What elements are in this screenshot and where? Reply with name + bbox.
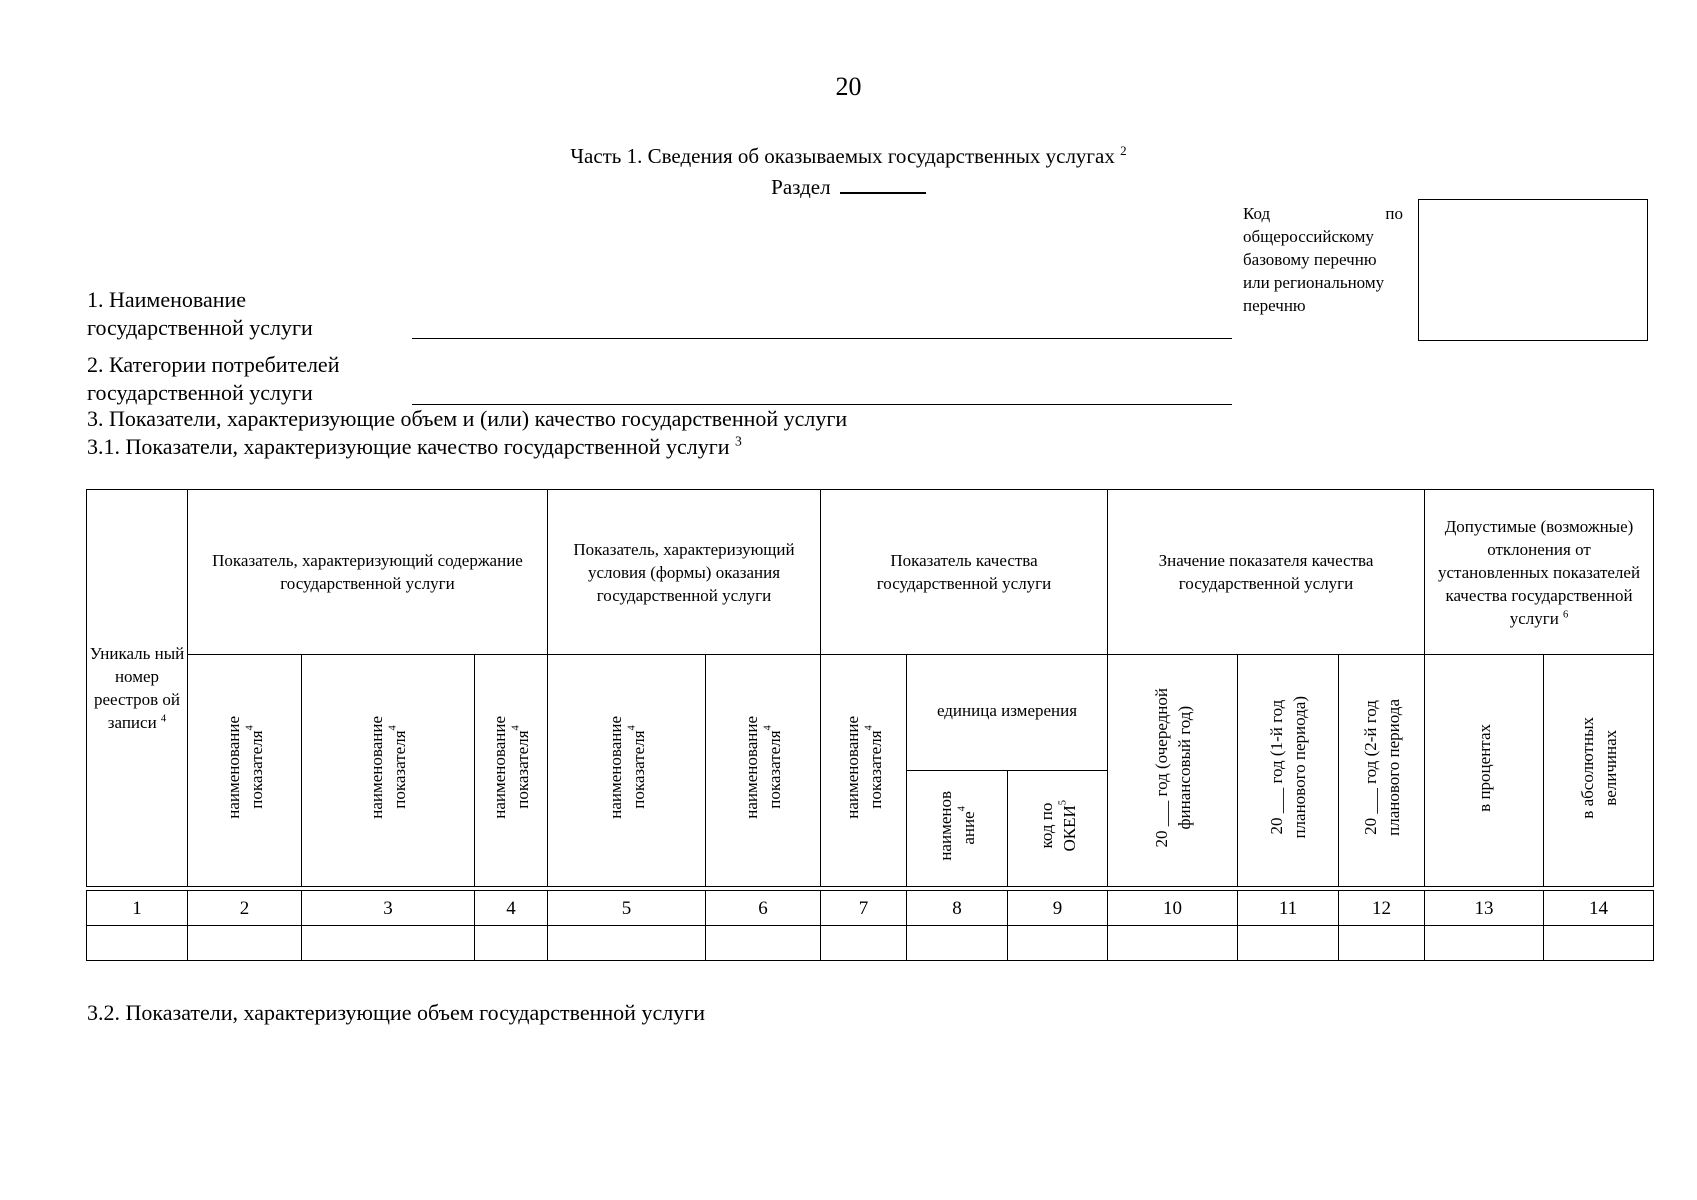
header-deviation-group xyxy=(1425,490,1654,655)
indicator-name-footnote: 4 xyxy=(243,725,255,731)
header-quality-group: Показатель качества государственной услуги xyxy=(821,490,1108,655)
indicator-name-line1: наименование xyxy=(742,716,761,819)
part-title-footnote: 2 xyxy=(1120,143,1127,158)
column-number: 12 xyxy=(1339,891,1425,926)
year-second-line1: 20 ___ год (2-й год xyxy=(1360,700,1380,835)
consumer-categories-label xyxy=(87,351,339,407)
data-cell[interactable] xyxy=(475,926,548,961)
indicator-name-line2: показателя xyxy=(390,731,409,810)
column-number: 14 xyxy=(1544,891,1654,926)
code-box[interactable] xyxy=(1418,199,1648,341)
header-unit-name xyxy=(907,771,1008,887)
column-number: 7 xyxy=(821,891,907,926)
header-conditions-indicator-1 xyxy=(548,655,706,887)
column-number: 8 xyxy=(907,891,1008,926)
header-content-group: Показатель, характеризующий содержание государственной услуги xyxy=(188,490,548,655)
page-number: 20 xyxy=(835,72,862,101)
data-cell[interactable] xyxy=(1008,926,1108,961)
year-first-line1: 20 ___ год (1-й год xyxy=(1267,700,1286,835)
header-okei-code xyxy=(1008,771,1108,887)
indicator-name-footnote: 4 xyxy=(387,725,399,731)
data-cell[interactable] xyxy=(1425,926,1544,961)
header-conditions-indicator-2 xyxy=(706,655,821,887)
quality-indicators-table xyxy=(86,489,1654,961)
indicator-name-line2: показателя xyxy=(628,731,648,810)
consumer-categories-label-line1: 2. Категории потребителей xyxy=(87,352,340,377)
indicator-name-line2: показателя xyxy=(246,731,266,810)
absolute-line1: в абсолютных xyxy=(1577,716,1597,819)
column-number: 11 xyxy=(1238,891,1339,926)
data-cell[interactable] xyxy=(706,926,821,961)
section-label: Раздел xyxy=(771,175,831,199)
data-row xyxy=(87,926,1654,961)
data-cell[interactable] xyxy=(87,926,188,961)
header-value-group: Значение показателя качества государственной услуги xyxy=(1108,490,1425,655)
header-unique-number-text: Уникаль ный номер реестров ой записи xyxy=(89,644,185,732)
header-content-indicator-1 xyxy=(188,655,302,887)
header-content-indicator-3 xyxy=(475,655,548,887)
section-blank[interactable] xyxy=(840,174,926,194)
indicator-name-line2: показателя xyxy=(765,731,784,810)
part-title-text: Часть 1. Сведения об оказываемых государственных услугах xyxy=(570,144,1115,168)
header-absolute xyxy=(1544,655,1654,887)
consumer-categories-field[interactable] xyxy=(412,404,1232,405)
data-cell[interactable] xyxy=(907,926,1008,961)
indicator-name-line1: наименование xyxy=(223,716,243,819)
indicator-name-footnote: 4 xyxy=(862,725,874,731)
year-current-line1: 20 ___ год (очередной xyxy=(1151,687,1171,848)
data-cell[interactable] xyxy=(188,926,302,961)
column-number: 13 xyxy=(1425,891,1544,926)
code-label-rest: общероссийскому базовому перечню или региональному перечню xyxy=(1243,227,1385,315)
data-cell[interactable] xyxy=(1238,926,1339,961)
okei-line2: ОКЕИ xyxy=(1059,804,1079,852)
header-deviation-text: Допустимые (возможные) отклонения от установленных показателей качества государственной услуги xyxy=(1437,516,1641,628)
data-cell[interactable] xyxy=(302,926,475,961)
absolute-line2: величинах xyxy=(1600,729,1620,806)
okei-line1: код по xyxy=(1036,802,1056,849)
service-name-label xyxy=(87,286,313,342)
section-line xyxy=(0,174,1697,200)
data-cell[interactable] xyxy=(1339,926,1425,961)
indicator-name-line1: наименование xyxy=(367,716,386,819)
header-year-first xyxy=(1238,655,1339,887)
data-cell[interactable] xyxy=(548,926,706,961)
year-first-line2: планового периода) xyxy=(1290,696,1309,839)
unit-name-line2: ание xyxy=(959,811,978,845)
section-3-1-footnote: 3 xyxy=(735,433,742,449)
column-number: 4 xyxy=(475,891,548,926)
service-name-field[interactable] xyxy=(412,338,1232,339)
indicator-name-footnote: 4 xyxy=(762,725,774,731)
section-3-heading: 3. Показатели, характеризующие объем и (или) качество государственной услуги xyxy=(87,406,848,431)
section-3-1-text: 3.1. Показатели, характеризующие качество государственной услуги xyxy=(87,434,730,459)
column-number: 1 xyxy=(87,891,188,926)
header-year-second xyxy=(1339,655,1425,887)
column-number: 5 xyxy=(548,891,706,926)
indicator-name-line2: показателя xyxy=(513,731,532,810)
header-content-indicator-2 xyxy=(302,655,475,887)
indicator-name-footnote: 4 xyxy=(510,725,522,731)
header-percent xyxy=(1425,655,1544,887)
indicator-name-line1: наименование xyxy=(490,716,509,819)
header-deviation-footnote: 6 xyxy=(1563,608,1569,620)
column-number: 10 xyxy=(1108,891,1238,926)
consumer-categories-label-line2: государственной услуги xyxy=(87,380,313,405)
header-year-current xyxy=(1108,655,1238,887)
header-conditions-group: Показатель, характеризующий условия (формы) оказания государственной услуги xyxy=(548,490,821,655)
data-cell[interactable] xyxy=(821,926,907,961)
unit-name-line1: наименов xyxy=(936,790,955,861)
year-current-line2: финансовый год) xyxy=(1174,705,1194,830)
data-cell[interactable] xyxy=(1108,926,1238,961)
code-label xyxy=(1243,202,1403,317)
service-name-label-line2: государственной услуги xyxy=(87,315,313,340)
indicator-name-footnote: 4 xyxy=(625,725,637,731)
column-number: 9 xyxy=(1008,891,1108,926)
section-3-2-heading: 3.2. Показатели, характеризующие объем государственной услуги xyxy=(87,1000,705,1025)
part-title xyxy=(0,144,1697,169)
indicator-name-line1: наименование xyxy=(842,716,862,819)
year-second-line2: планового периода xyxy=(1383,699,1403,836)
section-3-1-heading xyxy=(87,434,742,460)
code-label-first-right: по xyxy=(1385,204,1403,223)
indicator-name-line2: показателя xyxy=(865,731,885,810)
column-number: 6 xyxy=(706,891,821,926)
header-quality-indicator-name xyxy=(821,655,907,887)
unit-name-footnote: 4 xyxy=(956,806,968,812)
header-unique-number xyxy=(87,490,188,887)
header-unique-number-footnote: 4 xyxy=(160,713,167,725)
column-numbers-row xyxy=(87,891,1654,926)
column-number: 2 xyxy=(188,891,302,926)
okei-footnote: 5 xyxy=(1056,799,1068,805)
header-unit: единица измерения xyxy=(907,655,1108,771)
indicator-name-line1: наименование xyxy=(605,716,625,819)
header-percent-text: в процентах xyxy=(1474,723,1494,812)
service-name-label-line1: 1. Наименование xyxy=(87,287,247,312)
column-number: 3 xyxy=(302,891,475,926)
code-label-first-left: Код xyxy=(1243,204,1271,223)
data-cell[interactable] xyxy=(1544,926,1654,961)
